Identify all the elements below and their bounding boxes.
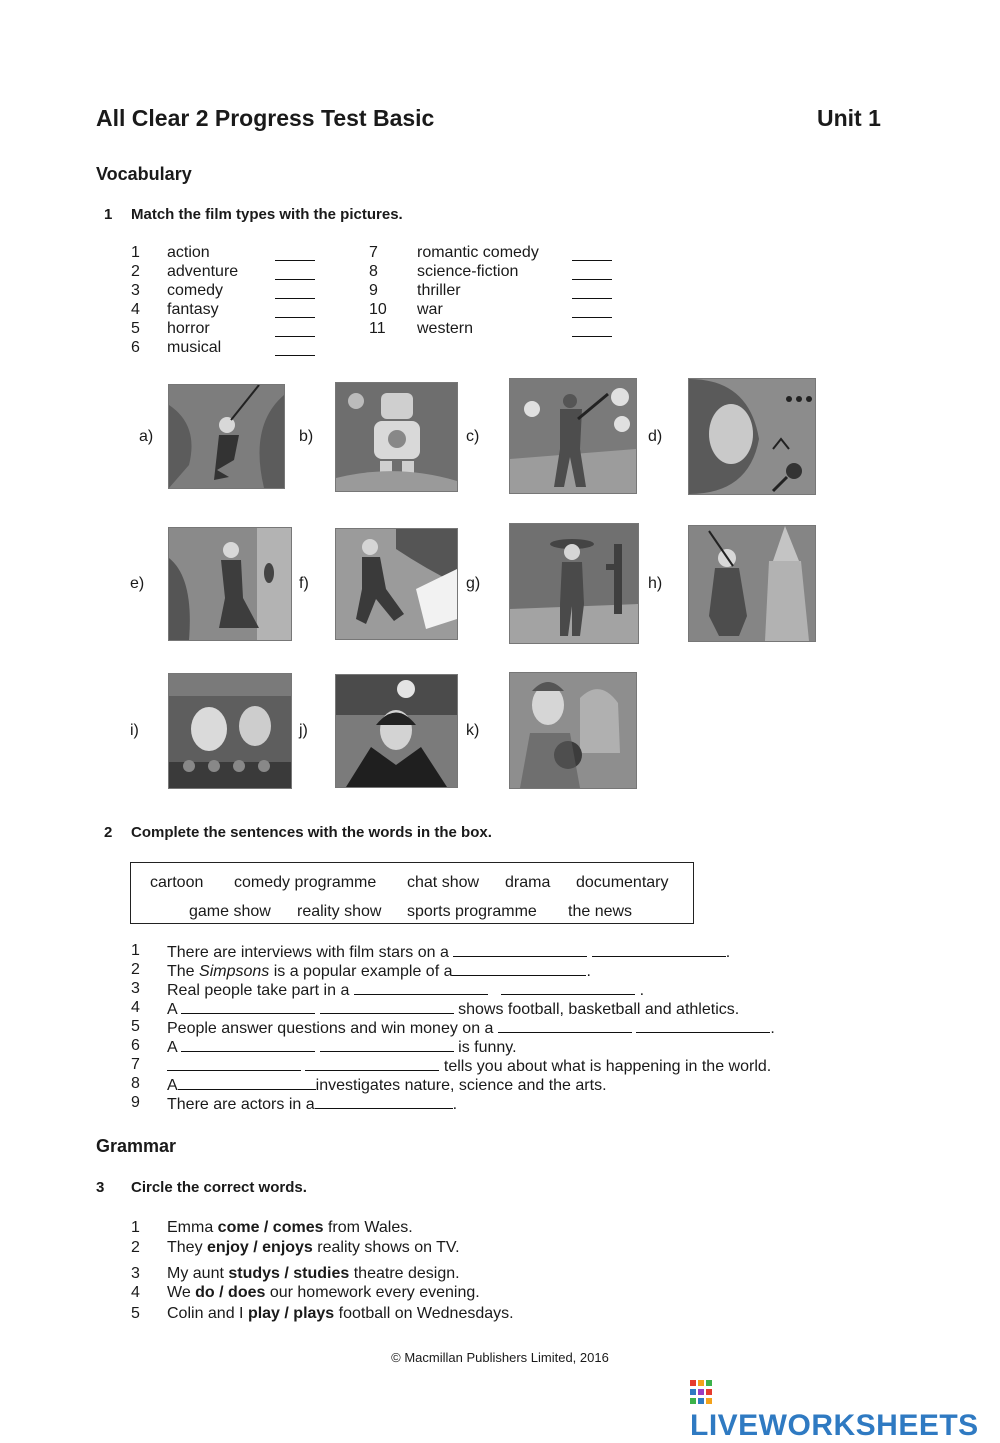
word-box-item: cartoon bbox=[150, 874, 204, 891]
answer-blank[interactable] bbox=[572, 281, 612, 299]
word-choice[interactable]: enjoy / enjoys bbox=[207, 1239, 313, 1256]
page-title: All Clear 2 Progress Test Basic bbox=[96, 105, 435, 131]
liveworksheets-logo[interactable] bbox=[690, 1375, 1000, 1443]
answer-blank[interactable] bbox=[572, 243, 612, 261]
liveworksheets-logo-icon bbox=[690, 1380, 712, 1404]
word-box-item: reality show bbox=[297, 903, 382, 920]
grammar-item: 4 We do / does our homework every evening. bbox=[131, 1284, 480, 1301]
sentence-row: 6 A is funny. bbox=[131, 1037, 517, 1056]
sentence-row: 1 There are interviews with film stars on a . bbox=[131, 942, 731, 961]
answer-blank[interactable] bbox=[178, 1074, 316, 1090]
question-3-number: 3 bbox=[96, 1179, 105, 1196]
word-choice[interactable]: play / plays bbox=[247, 1305, 335, 1322]
vocabulary-heading: Vocabulary bbox=[96, 164, 192, 184]
picture-j-vampire-icon bbox=[335, 674, 458, 788]
word-box-item: sports programme bbox=[407, 903, 537, 920]
answer-blank[interactable] bbox=[275, 243, 315, 261]
answer-blank[interactable] bbox=[320, 1036, 454, 1052]
picture-f-explosion-icon bbox=[335, 528, 458, 640]
answer-blank[interactable] bbox=[305, 1055, 439, 1071]
picture-g-cowboy-icon bbox=[509, 523, 639, 644]
picture-k-romance-couple-icon bbox=[509, 672, 637, 789]
picture-label-j: j) bbox=[299, 722, 308, 739]
answer-blank[interactable] bbox=[167, 1055, 301, 1071]
sentence-row: 4 A shows football, basketball and athletics. bbox=[131, 999, 740, 1018]
word-box-item: comedy programme bbox=[234, 874, 377, 891]
answer-blank[interactable] bbox=[320, 998, 454, 1014]
answer-blank[interactable] bbox=[275, 262, 315, 280]
picture-label-e: e) bbox=[130, 575, 145, 592]
picture-c-soldier-icon bbox=[509, 378, 637, 494]
grammar-item: 3 My aunt studys / studies theatre design. bbox=[131, 1265, 460, 1282]
question-3-instruction: Circle the correct words. bbox=[131, 1179, 307, 1196]
answer-blank[interactable] bbox=[275, 300, 315, 318]
sentence-row: 9 There are actors in a . bbox=[131, 1094, 458, 1113]
word-box-item: game show bbox=[189, 903, 271, 920]
picture-label-d: d) bbox=[648, 428, 663, 445]
answer-blank[interactable] bbox=[275, 319, 315, 337]
picture-label-g: g) bbox=[466, 575, 481, 592]
copyright-notice: © Macmillan Publishers Limited, 2016 bbox=[391, 1350, 609, 1365]
sentence-row: 8 A investigates nature, science and the arts. bbox=[131, 1075, 607, 1094]
answer-blank[interactable] bbox=[636, 1017, 770, 1033]
grammar-item: 1 Emma come / comes from Wales. bbox=[131, 1219, 413, 1236]
answer-blank[interactable] bbox=[315, 1093, 453, 1109]
answer-blank[interactable] bbox=[354, 979, 488, 995]
word-box-item: chat show bbox=[407, 874, 480, 891]
answer-blank[interactable] bbox=[181, 1036, 315, 1052]
question-1-number: 1 bbox=[104, 206, 113, 223]
word-box bbox=[130, 862, 694, 924]
grammar-heading: Grammar bbox=[96, 1136, 177, 1156]
sentence-row: 3 Real people take part in a . bbox=[131, 980, 645, 999]
answer-blank[interactable] bbox=[572, 262, 612, 280]
sentence-row: 5 People answer questions and win money on a . bbox=[131, 1018, 775, 1037]
logo-text: LIVEWORKSHEETS bbox=[690, 1409, 979, 1442]
picture-label-b: b) bbox=[299, 428, 314, 445]
picture-label-c: c) bbox=[466, 428, 480, 445]
word-box-item: drama bbox=[505, 874, 551, 891]
picture-label-f: f) bbox=[299, 575, 309, 592]
picture-label-i: i) bbox=[130, 722, 139, 739]
question-1-instruction: Match the film types with the pictures. bbox=[131, 206, 403, 223]
word-choice[interactable]: studys / studies bbox=[228, 1265, 350, 1282]
word-choice[interactable]: come / comes bbox=[217, 1219, 324, 1236]
answer-blank[interactable] bbox=[275, 338, 315, 356]
answer-blank[interactable] bbox=[501, 979, 635, 995]
answer-blank[interactable] bbox=[453, 941, 587, 957]
picture-label-a: a) bbox=[139, 428, 154, 445]
picture-b-robot-icon bbox=[335, 382, 458, 492]
answer-blank[interactable] bbox=[572, 300, 612, 318]
grammar-item: 5 Colin and I play / plays football on Wednesdays. bbox=[131, 1305, 514, 1322]
sentence-row: 2 The Simpsons is a popular example of a . bbox=[131, 961, 591, 980]
picture-d-singer-icon bbox=[688, 378, 816, 495]
picture-h-wizard-icon bbox=[688, 525, 816, 642]
answer-blank[interactable] bbox=[592, 941, 726, 957]
answer-blank[interactable] bbox=[498, 1017, 632, 1033]
word-box-item: the news bbox=[568, 903, 633, 920]
answer-blank[interactable] bbox=[181, 998, 315, 1014]
word-box-item: documentary bbox=[576, 874, 669, 891]
unit-label: Unit 1 bbox=[817, 105, 881, 131]
question-2-instruction: Complete the sentences with the words in the box. bbox=[131, 824, 492, 841]
picture-label-k: k) bbox=[466, 722, 480, 739]
picture-label-h: h) bbox=[648, 575, 663, 592]
picture-i-cinema-audience-icon bbox=[168, 673, 292, 789]
word-choice[interactable]: do / does bbox=[195, 1284, 266, 1301]
sentence-row: 7 tells you about what is happening in the world. bbox=[131, 1056, 772, 1075]
answer-blank[interactable] bbox=[452, 960, 586, 976]
question-2-number: 2 bbox=[104, 824, 113, 841]
picture-a-action-hero-icon bbox=[168, 384, 285, 489]
answer-blank[interactable] bbox=[275, 281, 315, 299]
answer-blank[interactable] bbox=[572, 319, 612, 337]
picture-e-spy-icon bbox=[168, 527, 292, 641]
grammar-item: 2 They enjoy / enjoys reality shows on TV. bbox=[131, 1239, 460, 1256]
